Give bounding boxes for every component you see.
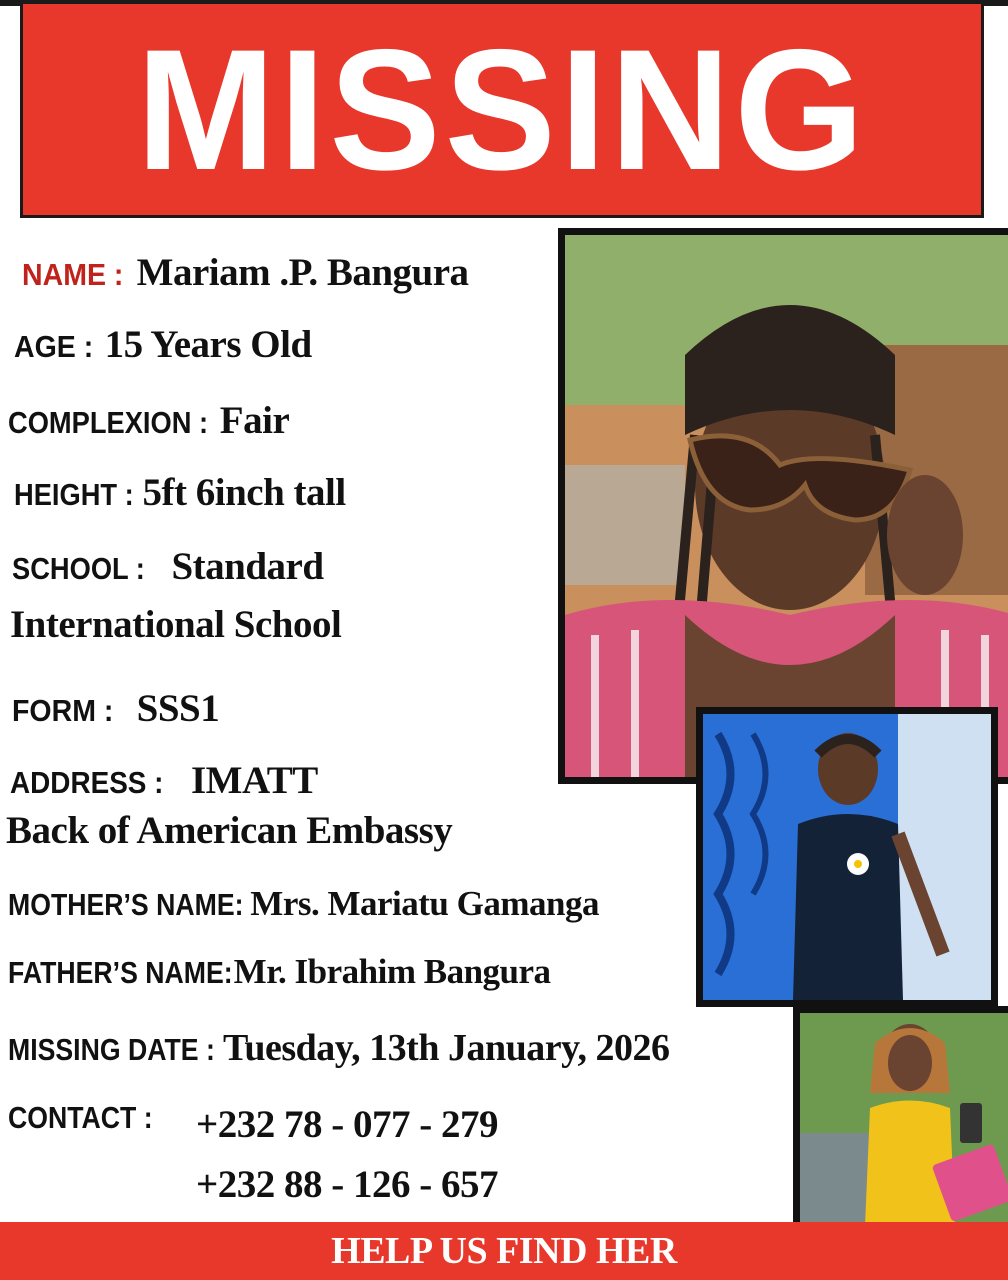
field-school-line2 xyxy=(10,602,341,647)
height-value: 5ft 6inch tall xyxy=(142,471,346,514)
main-portrait-photo xyxy=(558,228,1008,784)
missing-date-label: MISSING DATE : xyxy=(8,1032,215,1067)
mother-label: MOTHER’S NAME: xyxy=(8,887,244,922)
address-value: IMATT xyxy=(190,759,318,802)
missing-banner xyxy=(20,4,984,218)
field-address xyxy=(10,758,318,803)
complexion-label: COMPLEXION : xyxy=(8,405,209,440)
father-value: Mr. Ibrahim Bangura xyxy=(233,952,551,991)
father-label: FATHER’S NAME: xyxy=(8,955,233,990)
school-value-line2: International School xyxy=(10,603,342,646)
banner-title: MISSING xyxy=(136,13,868,206)
missing-date-value: Tuesday, 13th January, 2026 xyxy=(223,1027,670,1069)
contact-label: CONTACT : xyxy=(8,1100,153,1135)
field-school xyxy=(12,544,324,589)
address-value-line2: Back of American Embassy xyxy=(6,809,453,852)
footer-banner xyxy=(0,1222,1008,1280)
field-height xyxy=(14,470,346,515)
field-contact xyxy=(8,1100,176,1136)
height-label: HEIGHT : xyxy=(14,477,134,512)
field-complexion xyxy=(8,398,289,443)
school-value: Standard xyxy=(171,545,324,588)
contact-phone-2: +232 88 - 126 - 657 xyxy=(196,1163,498,1206)
name-value: Mariam .P. Bangura xyxy=(136,251,469,294)
form-value: SSS1 xyxy=(136,687,220,730)
address-label: ADDRESS : xyxy=(10,765,164,800)
contact-phone-2-row xyxy=(196,1162,498,1207)
field-missing-date xyxy=(8,1026,670,1070)
contact-phone-1-row xyxy=(196,1102,498,1147)
field-mother xyxy=(8,884,599,924)
field-form xyxy=(12,686,219,731)
second-photo-illustration xyxy=(703,714,991,1000)
age-value: 15 Years Old xyxy=(104,323,312,366)
footer-text: HELP US FIND HER xyxy=(331,1230,677,1272)
complexion-value: Fair xyxy=(219,399,290,442)
third-photo xyxy=(793,1006,1008,1226)
form-label: FORM : xyxy=(12,693,114,728)
school-label: SCHOOL : xyxy=(12,551,145,586)
field-address-line2 xyxy=(6,808,452,853)
third-photo-illustration xyxy=(800,1013,1008,1226)
age-label: AGE : xyxy=(14,329,94,364)
contact-phone-1: +232 78 - 077 - 279 xyxy=(196,1103,498,1146)
name-label: NAME : xyxy=(22,257,124,292)
second-photo xyxy=(696,707,998,1007)
field-name xyxy=(22,250,469,295)
portrait-illustration xyxy=(565,235,1008,784)
field-age xyxy=(14,322,312,367)
mother-value: Mrs. Mariatu Gamanga xyxy=(250,884,599,923)
field-father xyxy=(8,952,551,992)
